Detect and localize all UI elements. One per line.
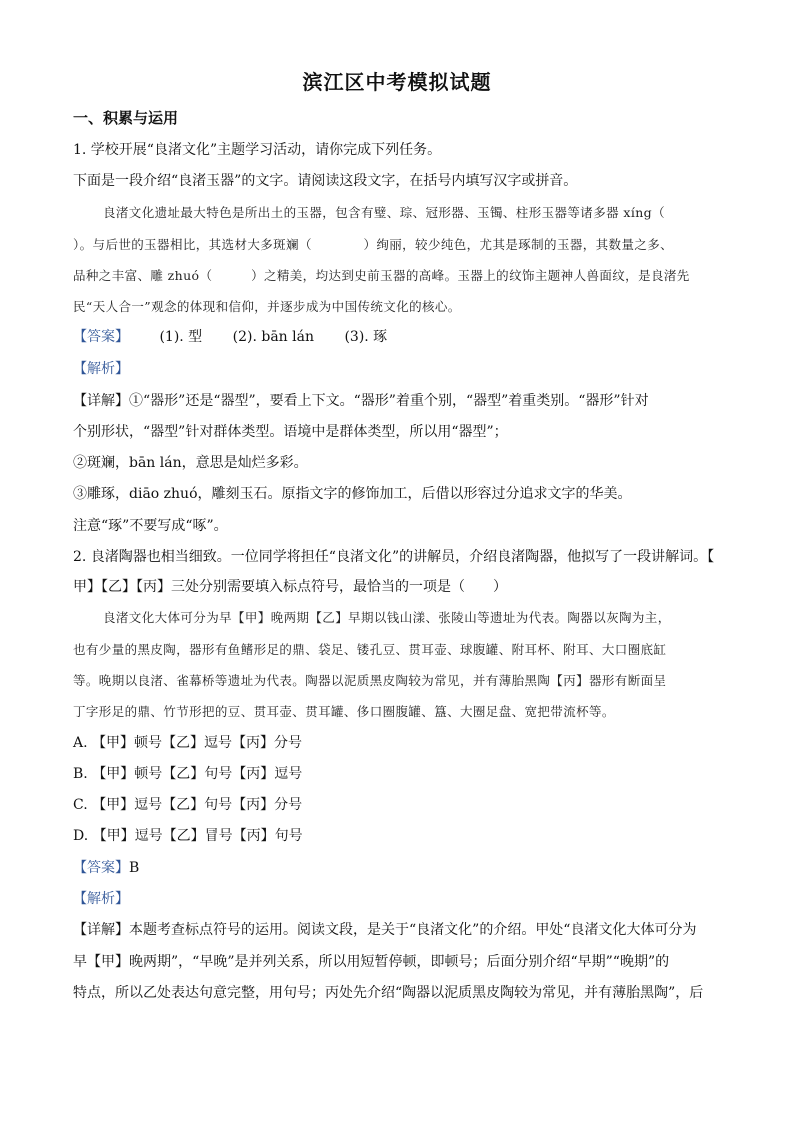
q2-detail-line: 特点，所以乙处表达句意完整，用句号；丙处先介绍“陶器以泥质黑皮陶较为常见，并有薄胎黑陶”，后 <box>73 985 704 1001</box>
q2-detail-line: 【详解】本题考查标点符号的运用。阅读文段，是关于“良渚文化”的介绍。甲处“良渚文化大体可分为 <box>73 922 697 938</box>
q1-passage-line: ）。与后世的玉器相比，其选材大多斑斓（ ）绚丽，较少纯色，尤其是琢制的玉器，其数量之多、 <box>73 237 674 252</box>
q1-stem: 1. 学校开展“良渚文化”主题学习活动，请你完成下列任务。 <box>73 142 442 158</box>
answer-value: B <box>129 860 140 876</box>
q1-passage-line: 品种之丰富、雕 zhuó（ ）之精美，均达到史前玉器的高峰。玉器上的纹饰主题神人兽面纹，是良渚先 <box>73 268 690 283</box>
answer-tag: 【答案】 <box>73 860 129 876</box>
section-heading: 一、积累与运用 <box>73 109 179 127</box>
q1-passage-line: 良渚文化遗址最大特色是所出土的玉器，包含有璧、琮、冠形器、玉镯、柱形玉器等诸多器 xíng（ <box>103 205 665 220</box>
q2-stem-line: 甲】【乙】【丙】三处分别需要填入标点符号，最恰当的一项是（ ） <box>73 579 507 595</box>
q2-passage-line: 丁字形足的鼎、竹节形把的豆、贯耳壶、贯耳罐、侈口圈腹罐、簋、大圈足盘、宽把带流杯等。 <box>73 704 615 719</box>
q2-passage-line: 也有少量的黑皮陶，器形有鱼鳍形足的鼎、袋足、镂孔豆、贯耳壶、球腹罐、附耳杯、附耳、大口圈底缸 <box>73 642 667 657</box>
option-a: A. 【甲】顿号【乙】逗号【丙】分号 <box>73 735 303 751</box>
answer-part: (2). bān lán <box>232 329 314 345</box>
option-d: D. 【甲】逗号【乙】冒号【丙】句号 <box>73 828 303 844</box>
analysis-tag: 【解析】 <box>73 361 129 377</box>
q2-passage-line: 等。晚期以良渚、雀幕桥等遗址为代表。陶器以泥质黑皮陶较为常见，并有薄胎黑陶【丙】器形有断面呈 <box>73 673 667 688</box>
q2-detail-line: 早【甲】晚两期”，“早晚”是并列关系，所以用短暂停顿，即顿号；后面分别介绍“早期”“晚期”的 <box>73 954 670 970</box>
document-title: 滨江区中考模拟试题 <box>302 70 492 94</box>
q2-answer-row <box>73 858 139 878</box>
q1-detail-line: 【详解】①“器形”还是“器型”，要看上下文。“器形”着重个别，“器型”着重类别。“器形”针对 <box>73 393 649 409</box>
option-c: C. 【甲】逗号【乙】句号【丙】分号 <box>73 797 303 813</box>
q1-detail-line: ②斑斓，bān lán，意思是灿烂多彩。 <box>73 455 308 471</box>
q1-detail-line: ③雕琢，diāo zhuó，雕刻玉石。原指文字的修饰加工，后借以形容过分追求文字的华美。 <box>73 486 632 502</box>
q1-detail-line: 个别形状，“器型”针对群体类型。语境中是群体类型，所以用“器型”； <box>73 424 508 440</box>
option-b: B. 【甲】顿号【乙】句号【丙】逗号 <box>73 766 303 782</box>
answer-part: (3). 琢 <box>344 329 388 345</box>
q1-answer-row <box>73 327 413 347</box>
q2-stem-line: 2. 良渚陶器也相当细致。一位同学将担任“良渚文化”的讲解员，介绍良渚陶器，他拟写了一段讲解词。【 <box>73 549 715 565</box>
analysis-tag: 【解析】 <box>73 891 129 907</box>
q2-passage-line: 良渚文化大体可分为早【甲】晚两期【乙】早期以钱山漾、张陵山等遗址为代表。陶器以灰陶为主， <box>103 610 671 625</box>
q1-instruction: 下面是一段介绍“良渚玉器”的文字。请阅读这段文字，在括号内填写汉字或拼音。 <box>73 173 578 189</box>
answer-part: (1). 型 <box>159 329 203 345</box>
q1-detail-line: 注意“琢”不要写成“啄”。 <box>73 518 228 534</box>
answer-tag: 【答案】 <box>73 329 129 345</box>
q1-passage-line: 民“天人合一”观念的体现和信仰，并逐步成为中国传统文化的核心。 <box>73 299 461 314</box>
